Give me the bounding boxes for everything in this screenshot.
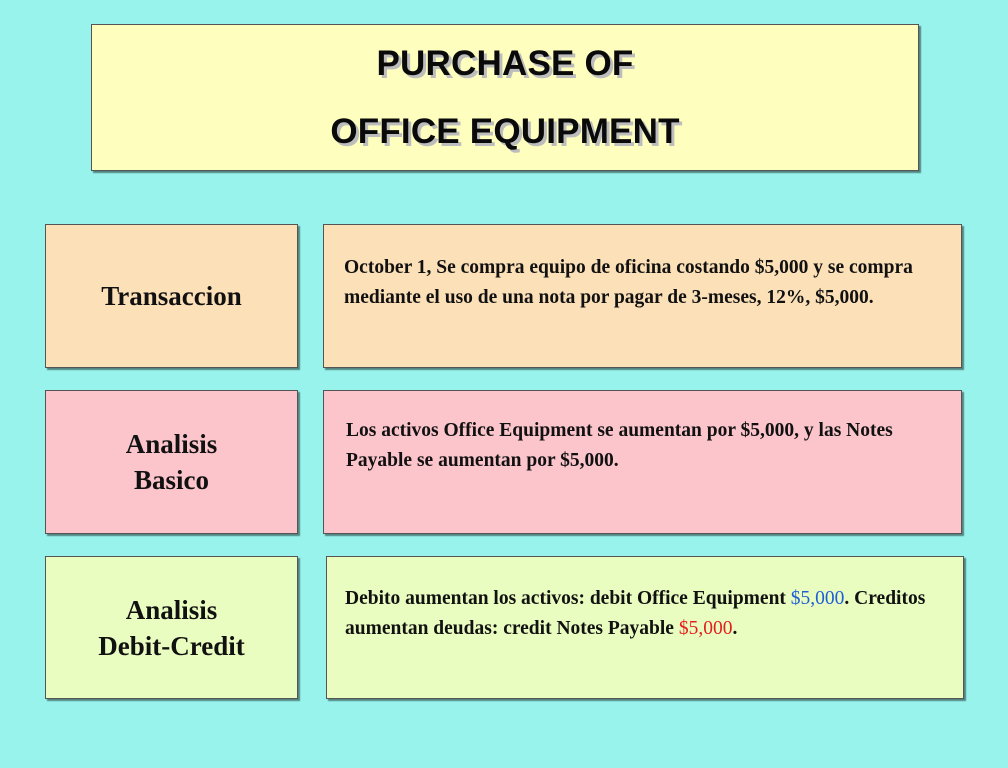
transaction-description: October 1, Se compra equipo de oficina costando $5,000 y se compra mediante el uso de una nota por pagar de 3-meses, 12%, $5,000. (344, 257, 913, 308)
title-box (91, 24, 919, 171)
basic-analysis-label-box (45, 390, 298, 534)
transaction-label-box (45, 224, 298, 368)
basic-analysis-description: Los activos Office Equipment se aumentan por $5,000, y las Notes Payable se aumentan por $5,000. (346, 420, 893, 471)
basic-analysis-description-box (323, 390, 962, 534)
debit-credit-description-box (326, 556, 964, 699)
title-line-2: OFFICE EQUIPMENT (330, 111, 680, 151)
transaction-label: Transaccion (101, 281, 242, 311)
debit-credit-description-part-3: . (732, 618, 738, 639)
debit-credit-description-part-1: Debito aumentan los activos: debit Office Equipment (345, 588, 791, 609)
title-line-1: PURCHASE OF (376, 43, 634, 83)
basic-analysis-label-line-2: Basico (133, 465, 209, 495)
debit-credit-label-line-1: Analisis (125, 594, 218, 625)
debit-amount: $5,000 (790, 588, 845, 609)
debit-credit-description-part-2: . Creditos aumentan deudas: credit Notes Payable (345, 588, 926, 639)
debit-credit-label-line-2: Debit-Credit (98, 630, 245, 661)
basic-analysis-label-line-1: Analisis (125, 429, 218, 459)
transaction-description-box (323, 224, 962, 368)
debit-credit-label-box (45, 556, 298, 699)
credit-amount: $5,000 (678, 618, 733, 639)
